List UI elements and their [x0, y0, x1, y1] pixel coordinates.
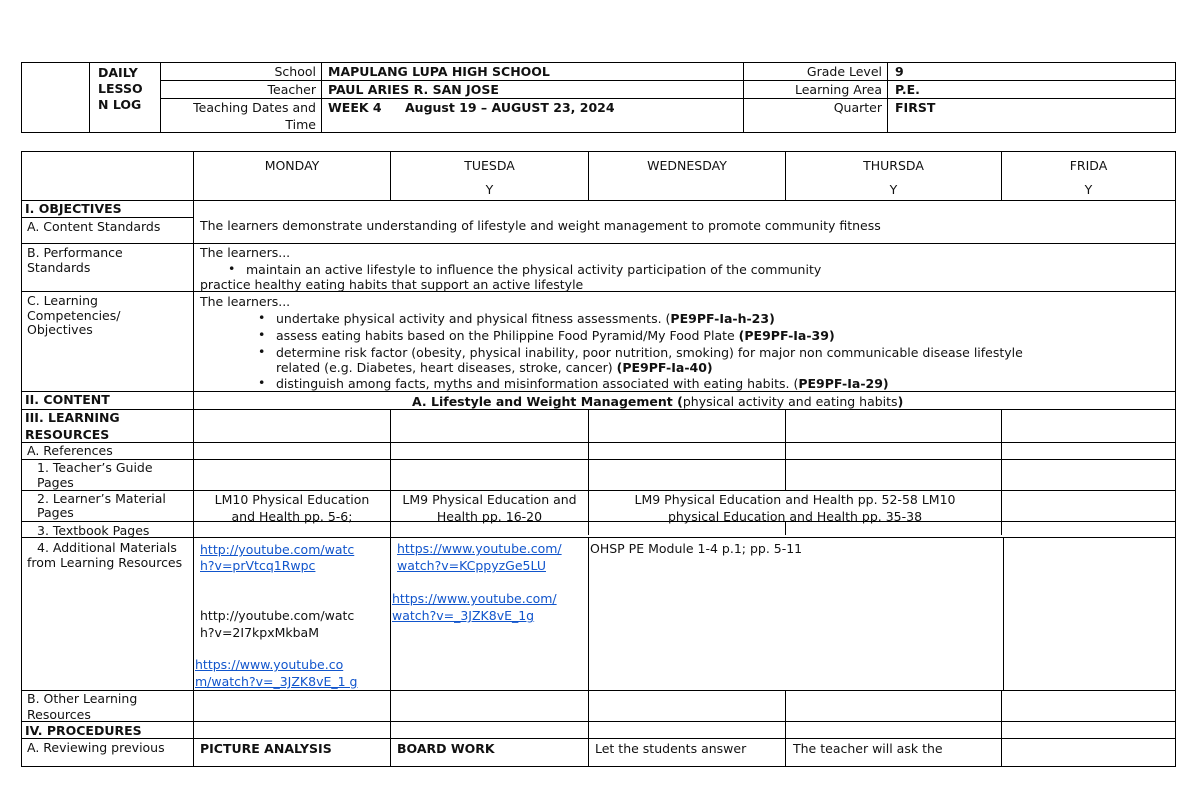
competency-3: determine risk factor (obesity, physical inability, poor nutrition, smoking) for major non communicable disease lifestyle [276, 345, 1023, 360]
performance-bullet: maintain an active lifestyle to influence the physical activity participation of the community [246, 262, 822, 277]
monday-link-1-cont[interactable]: h?v=prVtcq1Rwpc [200, 558, 316, 573]
bullet-icon: • [258, 310, 266, 325]
competency-1: undertake physical activity and physical fitness assessments. (PE9PF-Ia-h-23) [276, 311, 775, 326]
content-heading: II. CONTENT [25, 392, 110, 407]
reviewing-label: A. Reviewing previous [27, 740, 165, 755]
monday-link-3-cont[interactable]: m/watch?v=_3JZK8vE_1 g [195, 674, 358, 689]
teacher-value: PAUL ARIES R. SAN JOSE [328, 82, 499, 97]
other-resources-label-2: Resources [27, 707, 91, 722]
content-standards-label: A. Content Standards [27, 219, 161, 234]
wednesday-module: OHSP PE Module 1-4 p.1; pp. 5-11 [590, 541, 803, 556]
quarter-label: Quarter [833, 100, 882, 115]
lm-tuesday-1: LM9 Physical Education and [402, 492, 577, 507]
area-label: Learning Area [794, 82, 882, 97]
tuesday-link-2-cont[interactable]: watch?v=_3JZK8vE_1g [392, 608, 535, 623]
area-value: P.E. [895, 82, 920, 97]
performance-label-2: Standards [27, 260, 91, 275]
teachers-guide-label-1: 1. Teacher’s Guide [37, 460, 153, 475]
day-tuesday-part-1: TUESDA [464, 158, 515, 173]
bullet-icon: • [258, 375, 266, 390]
additional-materials-label-1: 4. Additional Materials [37, 540, 177, 555]
tuesday-link-1[interactable]: https://www.youtube.com/ [397, 541, 562, 556]
performance-label-1: B. Performance [27, 245, 123, 260]
teachers-guide-label-2: Pages [37, 475, 74, 490]
monday-link-2-cont[interactable]: h?v=2I7kpxMkbaM [200, 625, 319, 640]
competency-2: assess eating habits based on the Philippine Food Pyramid/My Food Plate (PE9PF-Ia-39) [276, 328, 835, 343]
lm-monday-1: LM10 Physical Education [214, 492, 370, 507]
textbook-label: 3. Textbook Pages [37, 523, 150, 538]
procedure-tuesday: BOARD WORK [397, 741, 495, 756]
monday-link-2[interactable]: http://youtube.com/watc [200, 608, 355, 623]
procedure-monday: PICTURE ANALYSIS [200, 741, 332, 756]
competencies-intro: The learners... [200, 294, 291, 309]
day-friday-part-1: FRIDA [1069, 158, 1108, 173]
dates-label-2: Time [285, 117, 316, 132]
content-topic: A. Lifestyle and Weight Management (physical activity and eating habits) [412, 394, 904, 409]
bullet-icon: • [258, 327, 266, 342]
additional-materials-label-2: from Learning Resources [27, 555, 183, 570]
learners-material-label-2: Pages [37, 505, 74, 520]
procedure-thursday: The teacher will ask the [793, 741, 943, 756]
lm-tuesday-2: Health pp. 16-20 [436, 509, 543, 524]
day-thursday-part-1: THURSDA [863, 158, 924, 173]
grade-label: Grade Level [806, 64, 882, 79]
monday-link-1[interactable]: http://youtube.com/watc [200, 542, 355, 557]
references-label: A. References [27, 443, 113, 458]
objectives-heading: I. OBJECTIVES [25, 201, 122, 216]
other-resources-label-1: B. Other Learning [27, 691, 138, 706]
tuesday-link-2[interactable]: https://www.youtube.com/ [392, 591, 557, 606]
school-value: MAPULANG LUPA HIGH SCHOOL [328, 64, 550, 79]
week-value: WEEK 4 [328, 100, 382, 115]
day-thursday-part-2: Y [889, 182, 898, 197]
competency-3-line-2: related (e.g. Diabetes, heart diseases, stroke, cancer) (PE9PF-Ia-40) [276, 360, 713, 375]
lm-wednesday-2: physical Education and Health pp. 35-38 [667, 509, 923, 524]
school-label: School [274, 64, 316, 79]
learners-material-label-1: 2. Learner’s Material [37, 491, 166, 506]
resources-heading-1: III. LEARNING [25, 410, 120, 425]
competencies-label-1: C. Learning [27, 293, 98, 308]
tuesday-link-1-cont[interactable]: watch?v=KCppyzGe5LU [397, 558, 546, 573]
dates-label-1: Teaching Dates and [193, 100, 316, 115]
day-wednesday: WEDNESDAY [647, 158, 727, 173]
performance-intro: The learners... [200, 245, 291, 260]
log-title-line-3: N LOG [98, 97, 142, 112]
procedures-heading: IV. PROCEDURES [25, 723, 142, 738]
day-tuesday-part-2: Y [485, 182, 494, 197]
log-title-line-1: DAILY [98, 65, 138, 80]
competency-4: distinguish among facts, myths and misinformation associated with eating habits. (PE9PF-Ia-29) [276, 376, 889, 391]
competencies-label-3: Objectives [27, 322, 93, 337]
bullet-icon: • [258, 344, 266, 359]
lm-monday-2: and Health pp. 5-6; [231, 509, 353, 524]
lm-wednesday-1: LM9 Physical Education and Health pp. 52-58 LM10 [634, 492, 956, 507]
performance-line-2: practice healthy eating habits that support an active lifestyle [200, 277, 584, 292]
day-friday-part-2: Y [1084, 182, 1093, 197]
procedure-wednesday: Let the students answer [595, 741, 747, 756]
monday-link-3[interactable]: https://www.youtube.co [195, 657, 344, 672]
grade-value: 9 [895, 64, 904, 79]
teacher-label: Teacher [267, 82, 316, 97]
resources-heading-2: RESOURCES [25, 427, 110, 442]
quarter-value: FIRST [895, 100, 936, 115]
content-standards-text: The learners demonstrate understanding of lifestyle and weight management to promote community fitness [200, 218, 881, 233]
day-monday: MONDAY [264, 158, 320, 173]
log-title-line-2: LESSO [98, 81, 143, 96]
dates-value: August 19 – AUGUST 23, 2024 [405, 100, 615, 115]
bullet-icon: • [228, 261, 236, 276]
competencies-label-2: Competencies/ [27, 308, 121, 323]
